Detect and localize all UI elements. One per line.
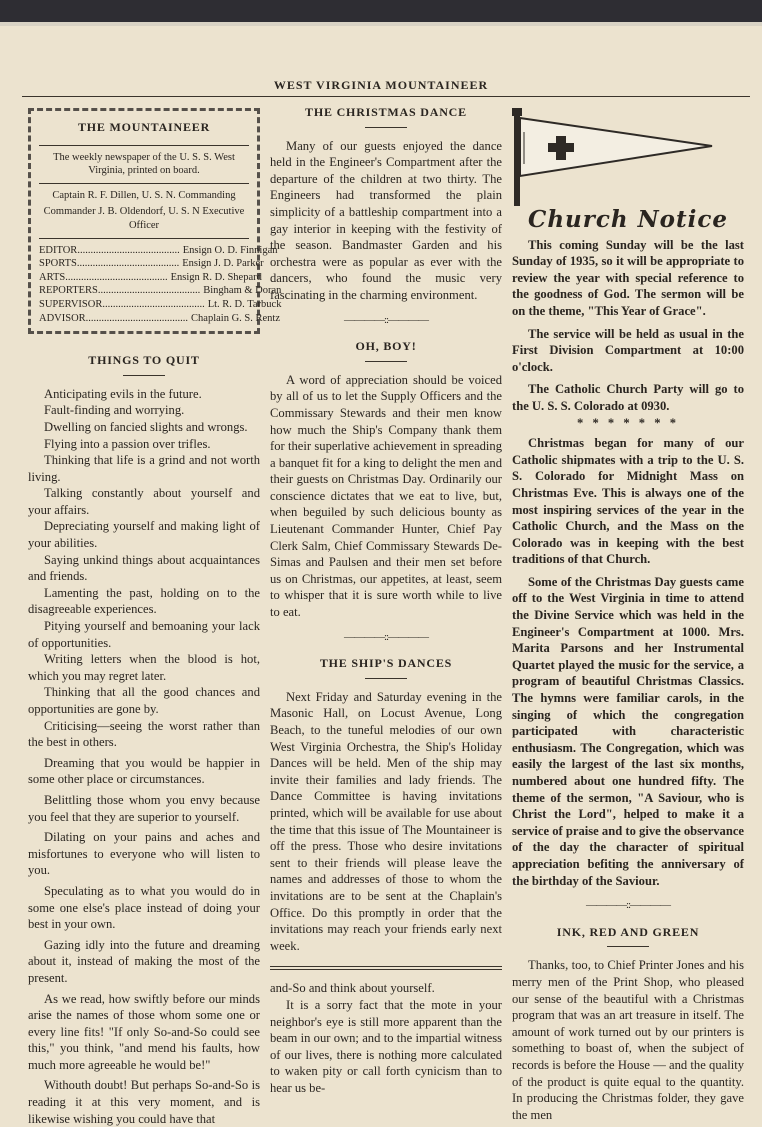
list-item: Belittling those whom you envy because you feel that they are superior to yourself. [28,792,260,824]
paragraph: and-So and think about yourself. [270,981,435,996]
paragraph: It is a sorry fact that the mote in your neighbor's eye is still more apparent than the beam in our own; and to the impartial witness of our lives, there is nothing more calculated to waken pity or call forth cynicism than to hear us be- [270,997,502,1095]
staff-role: EDITOR [39,244,78,256]
heading-rule [123,375,165,376]
staff-row: EDITOR ....................................... Ensign O. D. Finnigan [39,244,278,256]
list-item: Dilating on your pains and aches and misfortunes to everyone who will listen to you. [28,830,260,878]
list-item: Pitying yourself and bemoaning your lack of opportunities. [28,619,260,650]
masthead-box [28,108,282,334]
staff-name: Chaplain G. S. Rentz [191,312,280,324]
staff-row: ADVISOR ....................................... Chaplain G. S. Rentz [39,312,280,324]
staff-name: Ensign J. D. Parker [182,258,264,270]
list-item: Fault-finding and worrying. [44,403,185,418]
list-item: Criticising—seeing the worst rather than the best in others. [28,718,260,750]
list-item: Depreciating yourself and making light of your abilities. [28,519,260,551]
staff-row: SPORTS ....................................... Ensign J. D. Parker [39,258,264,270]
stars-divider: * * * * * * * [577,415,679,430]
section-ornament: ————::———— [585,899,671,912]
paragraph: This coming Sunday will be the last Sunday of 1935, so it will be appropriate to review the year with special reference to the goodness of God. The sermon will be on the theme, "This Year of Grace". [512,237,744,318]
church-notice-title: Church Notice [528,206,728,233]
box-rule [39,238,249,239]
box-rule [39,183,249,184]
church-pennant-icon [512,106,744,206]
heading-oh-boy: OH, BOY! [355,339,417,354]
masthead-rule [22,96,750,97]
list-item: Thinking that all the good chances and opportunities are gone by. [28,685,260,716]
section-ornament: ————::———— [343,630,429,643]
staff-role: ADVISOR [39,312,86,324]
paragraph: A word of appreciation should be voiced by all of us to let the Supply Officers and the Commissary Stewards and their men know how much the Ship's Company thank them for their superlative achievement in spreading a banquet fit for a king to delight the men and their guests on Christmas Day. Ordinarily our conscience dictates that we eat to live, but, when beguiled by such delicious bounty as Lieutenant Commander Hunter, Chief Pay Clerk Salm, Chief Commissary Stewards De-Simas and Paulsen and their men set before us on Christmas, our appetites, at least, seem to whisper that it is sure worth while to live to eat. [270,372,502,620]
paragraph: Next Friday and Saturday evening in the Masonic Hall, on Locust Avenue, Long Beach, to the tuneful melodies of our own West Virginia Orchestra, the Ship's Holiday Dances will be held. Men of the ship may invite their families and lady friends. The Dance Committee is having invitations printed, which will be available for use about the time that this issue of The Mountaineer is off the press. Those who desire invitations sent to their friends will please leave the names and addresses of those to whom the invitations are to be sent at the Chaplain's Office. Do this promptly in order that the invitations may reach your friends early next week. [270,689,502,953]
column-middle [270,104,502,1096]
box-commander: Commander J. B. Oldendorf, U. S. N Executive Officer [43,206,245,231]
staff-name: Ensign O. D. Finnigan [182,244,278,256]
heading-ink-red-green: INK, RED AND GREEN [556,924,700,939]
column-left [28,104,282,1127]
list-item: Flying into a passion over trifles. [44,436,211,451]
church-pennant-image [512,106,744,206]
list-item: Talking constantly about yourself and your affairs. [28,486,260,517]
list-item: Lamenting the past, holding on to the disagreeable experiences. [28,585,260,617]
staff-row: REPORTERS ....................................... Bingham & Doran [39,285,282,297]
heading-rule [365,127,407,128]
staff-name: Bingham & Doran [203,285,282,297]
list-item: Dwelling on fancied slights and wrongs. [44,419,248,434]
masthead: WEST VIRGINIA MOUNTAINEER [273,78,489,92]
paragraph: The service will be held as usual in the First Division Compartment at 10:00 o'clock. [512,326,744,374]
box-captain: Captain R. F. Dillen, U. S. N. Commanding [52,189,236,201]
list-item: Dreaming that you would be happier in some other place or circumstances. [28,755,260,787]
staff-role: REPORTERS [39,285,98,297]
staff-list [39,244,282,326]
heading-things-to-quit: THINGS TO QUIT [88,353,200,368]
heading-rule [365,361,407,362]
heading-ships-dances: THE SHIP'S DANCES [319,656,453,671]
box-rule [39,145,249,146]
list-item: Anticipating evils in the future. [44,386,202,401]
column-right [512,104,744,1123]
paragraph: Some of the Christmas Day guests came off to the West Virginia in time to attend the Divine Service which was held in the Engineer's Compartment at 1000. Mrs. Marita Parsons and her Instrumental Quartet played the music for the service, a program of beautiful Christmas Classics. The hymns were familiar carols, in the singing of which the congregation participated with characteristic enthusiasm. The Congregation, which was easily the largest of the last six months, numbered about one hundred fifty. The theme of the sermon, "A Saviour, who is Christ the Lord", helped to make it a service of praise and to give the observance of the day the character of spiritual appreciation befiting the anniversary of the birthday of the Saviour. [512,574,744,888]
list-item: Gazing idly into the future and dreaming about it, instead of making the most of the present. [28,937,260,985]
page-top-border [0,0,762,22]
staff-role: ARTS [39,271,66,283]
list-item: Saying unkind things about acquaintances and friends. [28,552,260,584]
paragraph: Withouth doubt! But perhaps So-and-So is reading it at this very moment, and is likewise wishing you could have that [28,1078,260,1126]
heading-rule [365,678,407,679]
heading-christmas-dance: THE CHRISTMAS DANCE [305,105,467,119]
section-divider [270,966,502,970]
paragraph: As we read, how swiftly before our minds arise the names of those whom some one or every line fits! "If only So-and-So could see this," you think, "and mend his faults, how much more agreeable he would be!" [28,991,260,1072]
page-top-edge [0,22,762,26]
paragraph: The Catholic Church Party will go to the U. S. S. Colorado at 0930. [512,382,744,413]
paragraph: Christmas began for many of our Catholic shipmates with a trip to the U. S. S. Colorado for Midnight Mass on Christmas Eve. This is always one of the most inspiring services of the year in the Catholic Church, and the Mass on the Colorado was in keeping with the best traditions of that Church. [512,436,744,567]
list-item: Thinking that life is a grind and not worth living. [28,453,260,484]
box-subtitle: The weekly newspaper of the U. S. S. West Virginia, printed on board. [53,151,235,177]
paragraph: Thanks, too, to Chief Printer Jones and his merry men of the Print Shop, who pleased our sense of the beautiful with a Christmas program that was an art treasure in itself. The amount of work turned out by our printers is something to boast of, when the subject of records is before the House — and the quality of the product is quite equal to the quantity. In producing the Christmas folder, they gave the men [512,958,744,1122]
paragraph: Many of our guests enjoyed the dance held in the Engineer's Compartment after the departure of the children at two thirty. The Engineers had transformed the plain simplicity of a battleship compartment into a gay interior in keeping with the festivity of the season. Bandmaster Garden and his orchestra were as popular as ever with the dancers, who found the music very fascinating in the charming environment. [270,138,502,302]
staff-row: ARTS ....................................... Ensign R. D. Shepard [39,271,262,283]
list-item: Speculating as to what you would do in some one else's place instead of doing your best in your own. [28,883,260,932]
box-title: THE MOUNTAINEER [77,120,211,134]
list-item: Writing letters when the blood is hot, which you may regret later. [28,652,260,683]
staff-role: SUPERVISOR [39,298,103,310]
staff-name: Lt. R. D. Tarbuck [207,298,282,310]
things-to-quit-list [28,386,260,1127]
staff-row: SUPERVISOR ....................................... Lt. R. D. Tarbuck [39,298,282,310]
staff-role: SPORTS [39,258,77,270]
section-ornament: ————::———— [343,313,429,326]
heading-rule [607,946,649,947]
staff-name: Ensign R. D. Shepard [170,271,262,283]
